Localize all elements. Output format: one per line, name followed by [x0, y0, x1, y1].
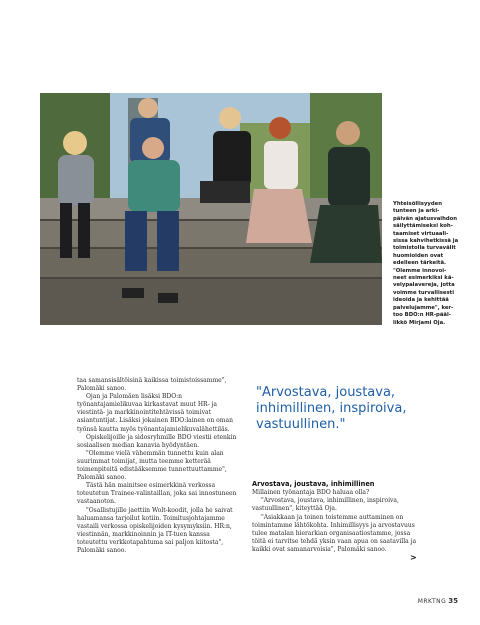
paragraph: Ojan ja Palomäen lisäksi BDO:n työnantajamielikuvaa kirkastavat muut HR- ja viestintä- ja markkinointitehtävissä toimivat asiantuntijat. Lisäksi jokainen BDO:lainen on oman työnsä kautta myös työnantajamielikuvalähettiläs.: [77, 393, 233, 433]
article-left-column: [77, 377, 241, 555]
page-number: 35: [448, 597, 458, 605]
photo-caption: Yhteisöllisyyden tunteen ja arki- päivän ajatusvaihdon säilyttämiseksi koh- taamiset virtuaali- sissa kahvihetkissä ja toimistolla turvavälit huomioiden ovat edelleen tärkeitä. "Olemme innovoi- neet esimerkiksi kä- velypalavereja, jotta voimme turvallisesti ideoida ja kehittää palvelujamme", ker- too BDO:n HR-pääl- likkö Mirjami Oja.: [393, 201, 459, 326]
group-photo: [40, 93, 382, 325]
article-right-column: [252, 480, 424, 555]
paragraph: taa samansisältöisinä kaikissa toimistoissamme", Palomäki sanoo.: [77, 377, 227, 393]
paragraph: Millainen työnantaja BDO haluaa olla?: [252, 489, 370, 496]
pull-quote: "Arvostava, joustava, inhimillinen, inspiroiva, vastuullinen.": [256, 385, 407, 432]
magazine-name: MRKTNG: [417, 598, 447, 605]
paragraph: Opiskelijoille ja sidosryhmille BDO viestii etenkin sosiaalisen median kanavia hyödyntäen.: [77, 433, 237, 449]
page-footer: [418, 597, 458, 605]
paragraph: "Arvostava, joustava, inhimillinen, inspiroiva, vastuullinen", kiteyttää Oja.: [252, 497, 399, 513]
continue-arrow-icon: >: [410, 553, 417, 562]
paragraph: "Osallistujille jaettiin Wolt-koodit, jolla he saivat haluamansa tarjoilut kotiin. Toimitusjohtajamme vastaili verkossa opiskelijoiden kysymyksiin. HR:n, viestinnän, markkinoinnin ja IT-tuen kanssa toteutettu verkkotapahtuma sai paljon kiitosta", Palomäki sanoo.: [77, 506, 233, 554]
paragraph: "Olemme vielä vähemmän tunnettu kuin alan suurimmat toimijat, mutta teemme ketterää toimenpiteitä edistääksemme tunnettuuttamme", Palomäki sanoo.: [77, 449, 227, 482]
paragraph: "Asiakkaan ja toinen toistemme auttaminen on toimintamme lähtökohta. Inhimillisyys ja arvostavuus tulee matalan hierarkian organisaatiostamme, jossa töitä ei tarvitse tehdä yksin vaan apua on saatavilla ja kaikki ovat samanarvoisia", Palomäki sanoo.: [252, 513, 417, 554]
paragraph: Tästä hän mainitsee esimerkkinä verkossa toteutetun Trainee-valintaillan, joka sai innostuneen vastaanoton.: [77, 482, 237, 506]
section-heading: Arvostava, joustava, inhimillinen: [252, 480, 375, 488]
